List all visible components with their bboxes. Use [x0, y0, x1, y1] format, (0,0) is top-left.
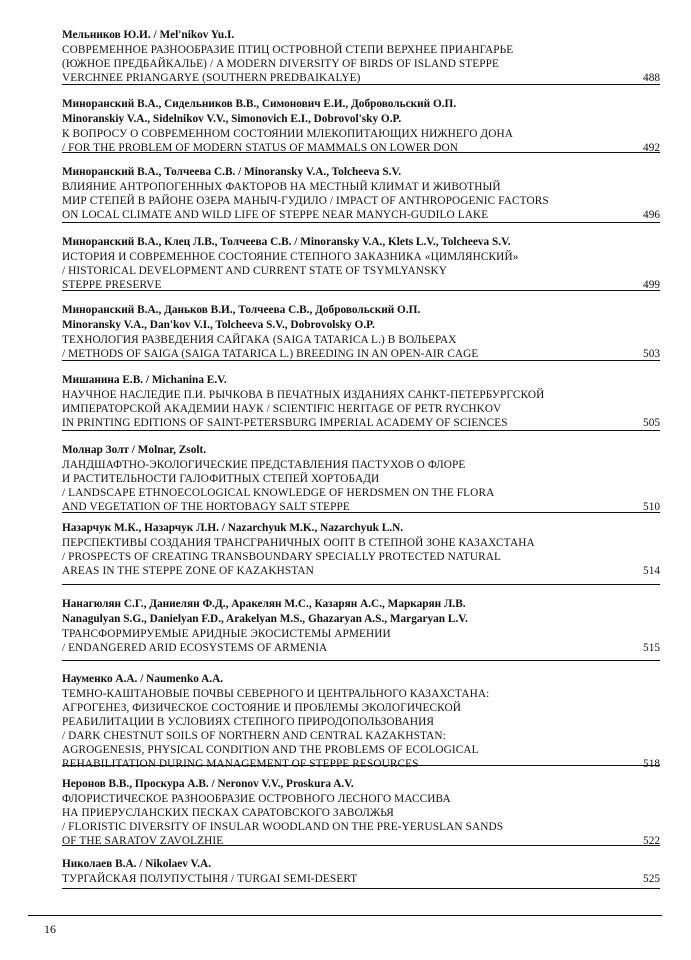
- entry-last-line: [62, 641, 660, 655]
- entry-authors: Науменко А.А. / Naumenko A.A.: [62, 673, 224, 685]
- entry-title-line: IN PRINTING EDITIONS OF SAINT-PETERSBURG IMPERIAL ACADEMY OF SCIENCES: [62, 417, 508, 429]
- toc-entry[interactable]: [62, 857, 660, 886]
- entry-page-number: 510: [643, 501, 660, 513]
- entry-title-line: АГРОГЕНЕЗ, ФИЗИЧЕСКОЕ СОСТОЯНИЕ И ПРОБЛЕМЫ ЭКОЛОГИЧЕСКОЙ: [62, 702, 462, 714]
- entry-title-line: ON LOCAL CLIMATE AND WILD LIFE OF STEPPE NEAR MANYCH-GUDILO LAKE: [62, 209, 489, 221]
- entry-title-line: НА ПРИЕРУСЛАНСКИХ ПЕСКАХ САРАТОВСКОГО ЗАВОЛЖЬЯ: [62, 807, 394, 819]
- entry-page-number: 488: [643, 72, 660, 84]
- entry-divider: [62, 845, 660, 846]
- toc-entry[interactable]: [62, 28, 660, 85]
- entry-title-line: / ENDANGERED ARID ECOSYSTEMS OF ARMENIA: [62, 642, 328, 654]
- entry-authors: Мишанина Е.В. / Michanina E.V.: [62, 374, 227, 386]
- entry-title-line: / FLORISTIC DIVERSITY OF INSULAR WOODLAND ON THE PRE-YERUSLAN SANDS: [62, 821, 504, 833]
- entry-authors: Молнар Золт / Molnar, Zsolt.: [62, 444, 207, 456]
- entry-title-line: ВЛИЯНИЕ АНТРОПОГЕННЫХ ФАКТОРОВ НА МЕСТНЫЙ КЛИМАТ И ЖИВОТНЫЙ: [62, 181, 501, 193]
- entry-authors: Minoransky V.A., Dan'kov V.I., Tolcheeva S.V., Dobrovolsky O.P.: [62, 319, 375, 331]
- entry-page-number: 496: [643, 209, 660, 221]
- entry-title-line: РЕАБИЛИТАЦИИ В УСЛОВИЯХ СТЕПНОГО ПРИРОДОПОЛЬЗОВАНИЯ: [62, 716, 434, 728]
- entry-page-number: 505: [643, 417, 660, 429]
- entry-title-line: ТРАНСФОРМИРУЕМЫЕ АРИДНЫЕ ЭКОСИСТЕМЫ АРМЕНИИ: [62, 628, 391, 640]
- entry-title-line: ТЕХНОЛОГИЯ РАЗВЕДЕНИЯ САЙГАКА (SAIGA TATARICA L.) В ВОЛЬЕРАХ: [62, 334, 457, 346]
- entry-title-line: REHABILITATION DURING MANAGEMENT OF STEPPE RESOURCES: [62, 758, 419, 770]
- entry-title-line: ТЕМНО-КАШТАНОВЫЕ ПОЧВЫ СЕВЕРНОГО И ЦЕНТРАЛЬНОГО КАЗАХСТАНА:: [62, 688, 490, 700]
- entry-divider: [62, 84, 660, 85]
- entry-last-line: [62, 872, 660, 886]
- entry-divider: [62, 660, 660, 661]
- entry-authors: Nanagulyan S.G., Danielyan F.D., Arakelyan M.S., Ghazaryan A.S., Margaryan L.V.: [62, 613, 468, 625]
- entry-title-line: / HISTORICAL DEVELOPMENT AND CURRENT STATE OF TSYMLYANSKY: [62, 265, 447, 277]
- entry-title-line: / DARK CHESTNUT SOILS OF NORTHERN AND CENTRAL KAZAKHSTAN:: [62, 730, 446, 742]
- entry-divider: [62, 222, 660, 223]
- entry-page-number: 525: [643, 873, 660, 885]
- entry-page-number: 522: [643, 835, 660, 847]
- toc-entry[interactable]: [62, 373, 660, 430]
- entry-page-number: 518: [643, 758, 660, 770]
- entry-authors: Назарчук М.К., Назарчук Л.Н. / Nazarchyuk M.K., Nazarchyuk L.N.: [62, 522, 404, 534]
- entry-title-line: ТУРГАЙСКАЯ ПОЛУПУСТЫНЯ / TURGAI SEMI-DESERT: [62, 873, 358, 885]
- entry-title-line: / METHODS OF SAIGA (SAIGA TATARICA L.) BREEDING IN AN OPEN-AIR CAGE: [62, 348, 479, 360]
- entry-authors: Minoranskiy V.A., Sidelnikov V.V., Simonovich E.I., Dobrovol'sky O.P.: [62, 113, 402, 125]
- toc-entry[interactable]: [62, 303, 660, 361]
- toc-entry[interactable]: [62, 521, 660, 578]
- toc-entry[interactable]: [62, 97, 660, 155]
- entry-last-line: [62, 416, 660, 430]
- entry-authors: Николаев В.А. / Nikolaev V.A.: [62, 858, 212, 870]
- entry-title-line: AGROGENESIS, PHYSICAL CONDITION AND THE PROBLEMS OF ECOLOGICAL: [62, 744, 479, 756]
- entry-last-line: [62, 208, 660, 222]
- entry-last-line: [62, 71, 660, 85]
- entry-title-line: STEPPE PRESERVE: [62, 279, 162, 291]
- entry-authors: Миноранский В.А., Сидельников В.В., Симонович Е.И., Добровольский О.П.: [62, 98, 457, 110]
- entry-divider: [62, 290, 660, 291]
- entry-divider: [62, 584, 660, 585]
- entry-title-line: НАУЧНОЕ НАСЛЕДИЕ П.И. РЫЧКОВА В ПЕЧАТНЫХ ИЗДАНИЯХ САНКТ-ПЕТЕРБУРГСКОЙ: [62, 389, 545, 401]
- entry-title-line: ФЛОРИСТИЧЕСКОЕ РАЗНООБРАЗИЕ ОСТРОВНОГО ЛЕСНОГО МАССИВА: [62, 793, 451, 805]
- entry-authors: Неронов В.В., Проскура А.В. / Neronov V.V., Proskura A.V.: [62, 778, 354, 790]
- entry-divider: [62, 152, 660, 153]
- entry-title-line: (ЮЖНОЕ ПРЕДБАЙКАЛЬЕ) / A MODERN DIVERSITY OF BIRDS OF ISLAND STEPPE: [62, 58, 500, 70]
- entry-title-line: AND VEGETATION OF THE HORTOBAGY SALT STEPPE: [62, 501, 350, 513]
- entry-title-line: ИМПЕРАТОРСКОЙ АКАДЕМИИ НАУК / SCIENTIFIC HERITAGE OF PETR RYCHKOV: [62, 403, 502, 415]
- entry-title-line: ЛАНДШАФТНО-ЭКОЛОГИЧЕСКИЕ ПРЕДСТАВЛЕНИЯ ПАСТУХОВ О ФЛОРЕ: [62, 459, 466, 471]
- entry-authors: Миноранский В.А., Даньков В.И., Толчеева С.В., Добровольский О.П.: [62, 304, 421, 316]
- entry-title-line: OF THE SARATOV ZAVOLZHIE: [62, 835, 224, 847]
- entry-page-number: 492: [643, 142, 660, 154]
- entry-last-line: [62, 347, 660, 361]
- entry-last-line: [62, 757, 660, 771]
- entry-page-number: 515: [643, 642, 660, 654]
- entry-title-line: МИР СТЕПЕЙ В РАЙОНЕ ОЗЕРА МАНЫЧ-ГУДИЛО / IMPACT OF ANTHROPOGENIC FACTORS: [62, 195, 549, 207]
- toc-entry[interactable]: [62, 777, 660, 848]
- entry-title-line: К ВОПРОСУ О СОВРЕМЕННОМ СОСТОЯНИИ МЛЕКОПИТАЮЩИХ НИЖНЕГО ДОНА: [62, 128, 514, 140]
- toc-entry[interactable]: [62, 672, 660, 771]
- entry-page-number: 499: [643, 279, 660, 291]
- toc-entry[interactable]: [62, 443, 660, 514]
- entry-page-number: 503: [643, 348, 660, 360]
- entry-title-line: И РАСТИТЕЛЬНОСТИ ГАЛОФИТНЫХ СТЕПЕЙ ХОРТОБАДИ: [62, 473, 380, 485]
- toc-entry[interactable]: [62, 235, 660, 292]
- entry-last-line: [62, 564, 660, 578]
- entry-title-line: / PROSPECTS OF CREATING TRANSBOUNDARY SPECIALLY PROTECTED NATURAL: [62, 551, 501, 563]
- entry-authors: Миноранский В.А., Клец Л.В., Толчеева С.В. / Minoransky V.A., Klets L.V., Tolcheeva S.V.: [62, 236, 511, 248]
- entry-divider: [62, 888, 660, 889]
- toc-entry[interactable]: [62, 165, 660, 222]
- entry-title-line: AREAS IN THE STEPPE ZONE OF KAZAKHSTAN: [62, 565, 314, 577]
- entry-title-line: / LANDSCAPE ETHNOECOLOGICAL KNOWLEDGE OF HERDSMEN ON THE FLORA: [62, 487, 495, 499]
- entry-authors: Нанагюлян С.Г., Даниелян Ф.Д., Аракелян М.С., Казарян А.С., Маркарян Л.В.: [62, 598, 466, 610]
- entry-divider: [62, 512, 660, 513]
- page-number: 16: [44, 922, 56, 936]
- entry-divider: [62, 765, 660, 766]
- entry-divider: [62, 430, 660, 431]
- entry-title-line: ИСТОРИЯ И СОВРЕМЕННОЕ СОСТОЯНИЕ СТЕПНОГО ЗАКАЗНИКА «ЦИМЛЯНСКИЙ»: [62, 251, 519, 263]
- entry-authors: Мельников Ю.И. / Mel'nikov Yu.I.: [62, 29, 235, 41]
- footer-divider: [28, 915, 662, 916]
- toc-entry[interactable]: [62, 597, 660, 655]
- entry-divider: [62, 360, 660, 361]
- entry-title-line: VERCHNEE PRIANGARYE (SOUTHERN PREDBAIKALYE): [62, 72, 361, 84]
- entry-title-line: ПЕРСПЕКТИВЫ СОЗДАНИЯ ТРАНСГРАНИЧНЫХ ООПТ В СТЕПНОЙ ЗОНЕ КАЗАХСТАНА: [62, 537, 535, 549]
- entry-title-line: СОВРЕМЕННОЕ РАЗНООБРАЗИЕ ПТИЦ ОСТРОВНОЙ СТЕПИ ВЕРХНЕЕ ПРИАНГАРЬЕ: [62, 44, 514, 56]
- entry-page-number: 514: [643, 565, 660, 577]
- entry-title-line: / FOR THE PROBLEM OF MODERN STATUS OF MAMMALS ON LOWER DON: [62, 142, 459, 154]
- entry-authors: Миноранский В.А., Толчеева С.В. / Minoransky V.A., Tolcheeva S.V.: [62, 166, 402, 178]
